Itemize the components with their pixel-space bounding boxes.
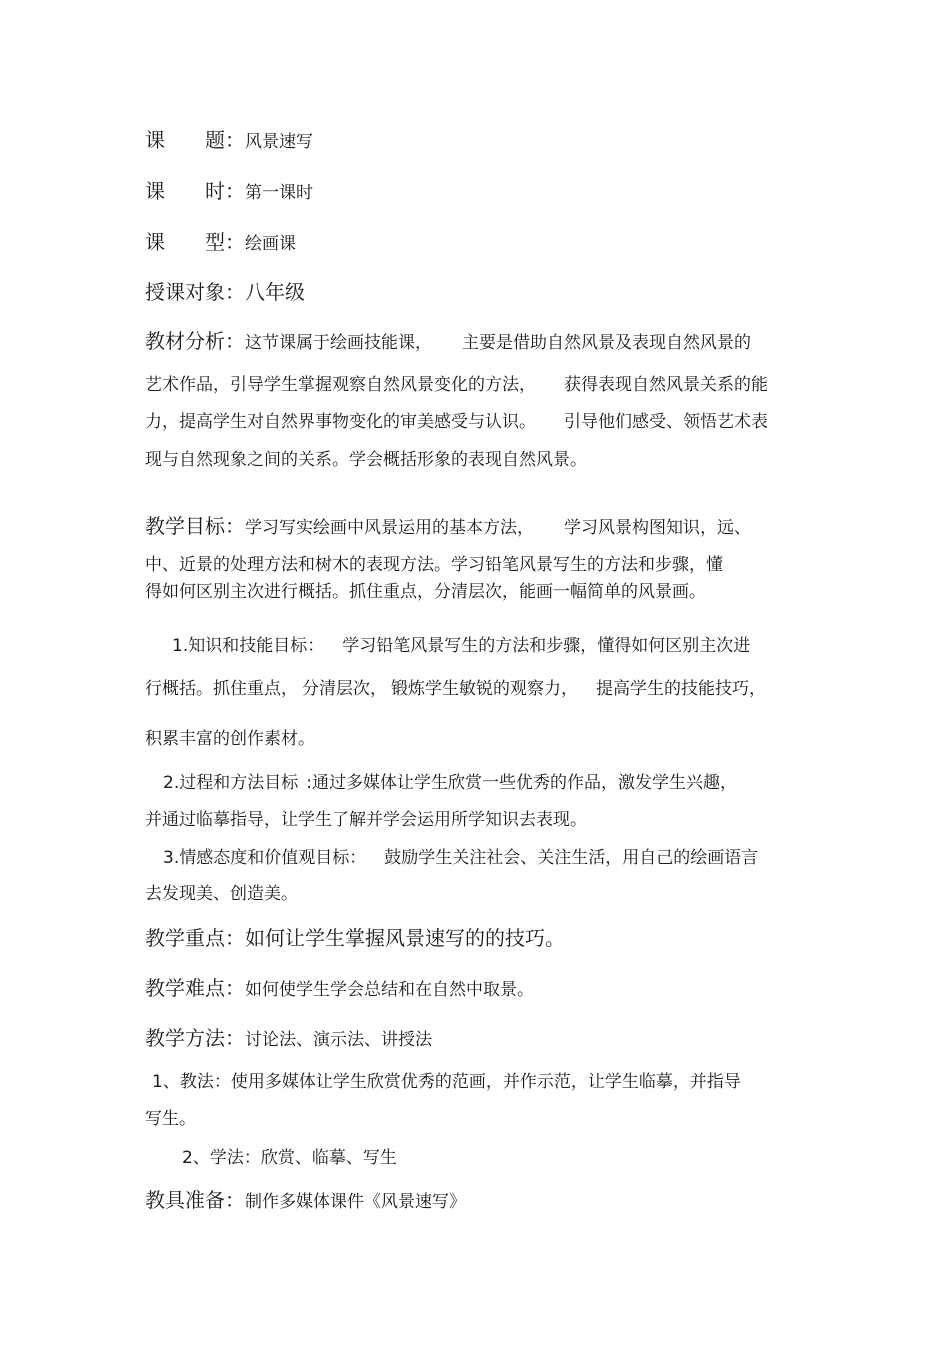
analysis-text: 这节课属于绘画技能课， <box>245 333 432 353</box>
goal1-text: 锻炼学生敏锐的观察力， <box>391 679 578 699</box>
difficulty-value: 如何使学生学会总结和在自然中取景。 <box>245 980 534 1000</box>
goal2-text: 并通过临摹指导，让学生了解并学会运用所学知识去表现。 <box>145 810 587 830</box>
analysis-line-1 <box>145 331 751 353</box>
goal1-line-3 <box>145 729 315 749</box>
goal2-line-1 <box>163 773 737 793</box>
key-label: 教学重点： <box>145 926 245 950</box>
goals-text: 得如何区别主次进行概括。抓住重点，分清层次，能画一幅简单的风景画。 <box>145 582 706 602</box>
goal1-text: 提高学生的技能技巧， <box>596 679 766 699</box>
field-value: 八年级 <box>245 280 305 304</box>
field-value: 绘画课 <box>245 234 296 254</box>
goal2-heading: 2.过程和方法目标 <box>163 773 299 793</box>
field-period <box>145 181 313 203</box>
analysis-line-2 <box>145 375 768 395</box>
field-value: 第一课时 <box>245 183 313 203</box>
method1-text: 写生。 <box>145 1109 196 1129</box>
field-label: 授课对象： <box>145 280 245 304</box>
analysis-text: 主要是借助自然风景及表现自然风景的 <box>462 333 751 353</box>
field-label: 课 时： <box>145 179 245 203</box>
field-topic <box>145 130 313 152</box>
tools-prep <box>145 1190 466 1212</box>
method2-text: 2、学法：欣赏、临摹、写生 <box>182 1148 397 1168</box>
analysis-text: 获得表现自然风景关系的能 <box>564 375 768 395</box>
goals-line-1 <box>145 516 751 538</box>
goals-line-3 <box>145 582 706 602</box>
goal3-text: 去发现美、创造美。 <box>145 884 298 904</box>
method2-line-1 <box>182 1148 397 1168</box>
goal1-text: 积累丰富的创作素材。 <box>145 729 315 749</box>
analysis-label: 教材分析： <box>145 329 245 353</box>
analysis-line-3 <box>145 412 768 432</box>
goals-text: 学习风景构图知识，远、 <box>564 518 751 538</box>
analysis-text: 力，提高学生对自然界事物变化的审美感受与认识。 <box>145 412 536 432</box>
field-audience <box>145 282 305 304</box>
difficulty-label: 教学难点： <box>145 976 245 1000</box>
analysis-text: 艺术作品，引导学生掌握观察自然风景变化的方法， <box>145 375 536 395</box>
method-label: 教学方法： <box>145 1026 245 1050</box>
goal3-text: 鼓励学生关注社会、关注生活，用自己的绘画语言 <box>384 848 759 868</box>
goal3-line-2 <box>145 884 298 904</box>
goal1-heading: 1.知识和技能目标： <box>172 636 325 656</box>
goal2-line-2 <box>145 810 587 830</box>
field-label: 课 题： <box>145 128 245 152</box>
goal1-line-1 <box>172 636 750 656</box>
goal1-line-2 <box>145 679 766 699</box>
analysis-line-4 <box>145 450 587 470</box>
method-value: 讨论法、演示法、讲授法 <box>245 1030 432 1050</box>
goal1-text: 分清层次， <box>302 679 387 699</box>
method1-line-2 <box>145 1109 196 1129</box>
analysis-text: 现与自然现象之间的关系。学会概括形象的表现自然风景。 <box>145 450 587 470</box>
goal3-heading: 3.情感态度和价值观目标： <box>163 848 367 868</box>
tools-label: 教具准备： <box>145 1188 245 1212</box>
goal1-text: 学习铅笔风景写生的方法和步骤，懂得如何区别主次进 <box>342 636 751 656</box>
teaching-method <box>145 1028 432 1050</box>
key-value: 如何让学生掌握风景速写的的技巧。 <box>245 926 565 950</box>
key-point <box>145 928 565 950</box>
goal3-line-1 <box>163 848 758 868</box>
goals-label: 教学目标： <box>145 514 245 538</box>
analysis-text: 引导他们感受、领悟艺术表 <box>564 412 768 432</box>
method1-text: 1、教法：使用多媒体让学生欣赏优秀的范画，并作示范，让学生临摹，并指导 <box>152 1072 741 1092</box>
goals-text: 学习写实绘画中风景运用的基本方法， <box>245 518 534 538</box>
goal2-text: :通过多媒体让学生欣赏一些优秀的作品，激发学生兴趣， <box>306 773 737 793</box>
goals-text: 中、近景的处理方法和树木的表现方法。学习铅笔风景写生的方法和步骤，懂 <box>145 555 723 575</box>
field-value: 风景速写 <box>245 132 313 152</box>
method1-line-1 <box>152 1072 741 1092</box>
goal1-text: 行概括。抓住重点， <box>145 679 298 699</box>
field-label: 课 型： <box>145 230 245 254</box>
tools-value: 制作多媒体课件《风景速写》 <box>245 1192 466 1212</box>
goals-line-2 <box>145 555 723 575</box>
difficulty-point <box>145 978 534 1000</box>
field-type <box>145 232 296 254</box>
